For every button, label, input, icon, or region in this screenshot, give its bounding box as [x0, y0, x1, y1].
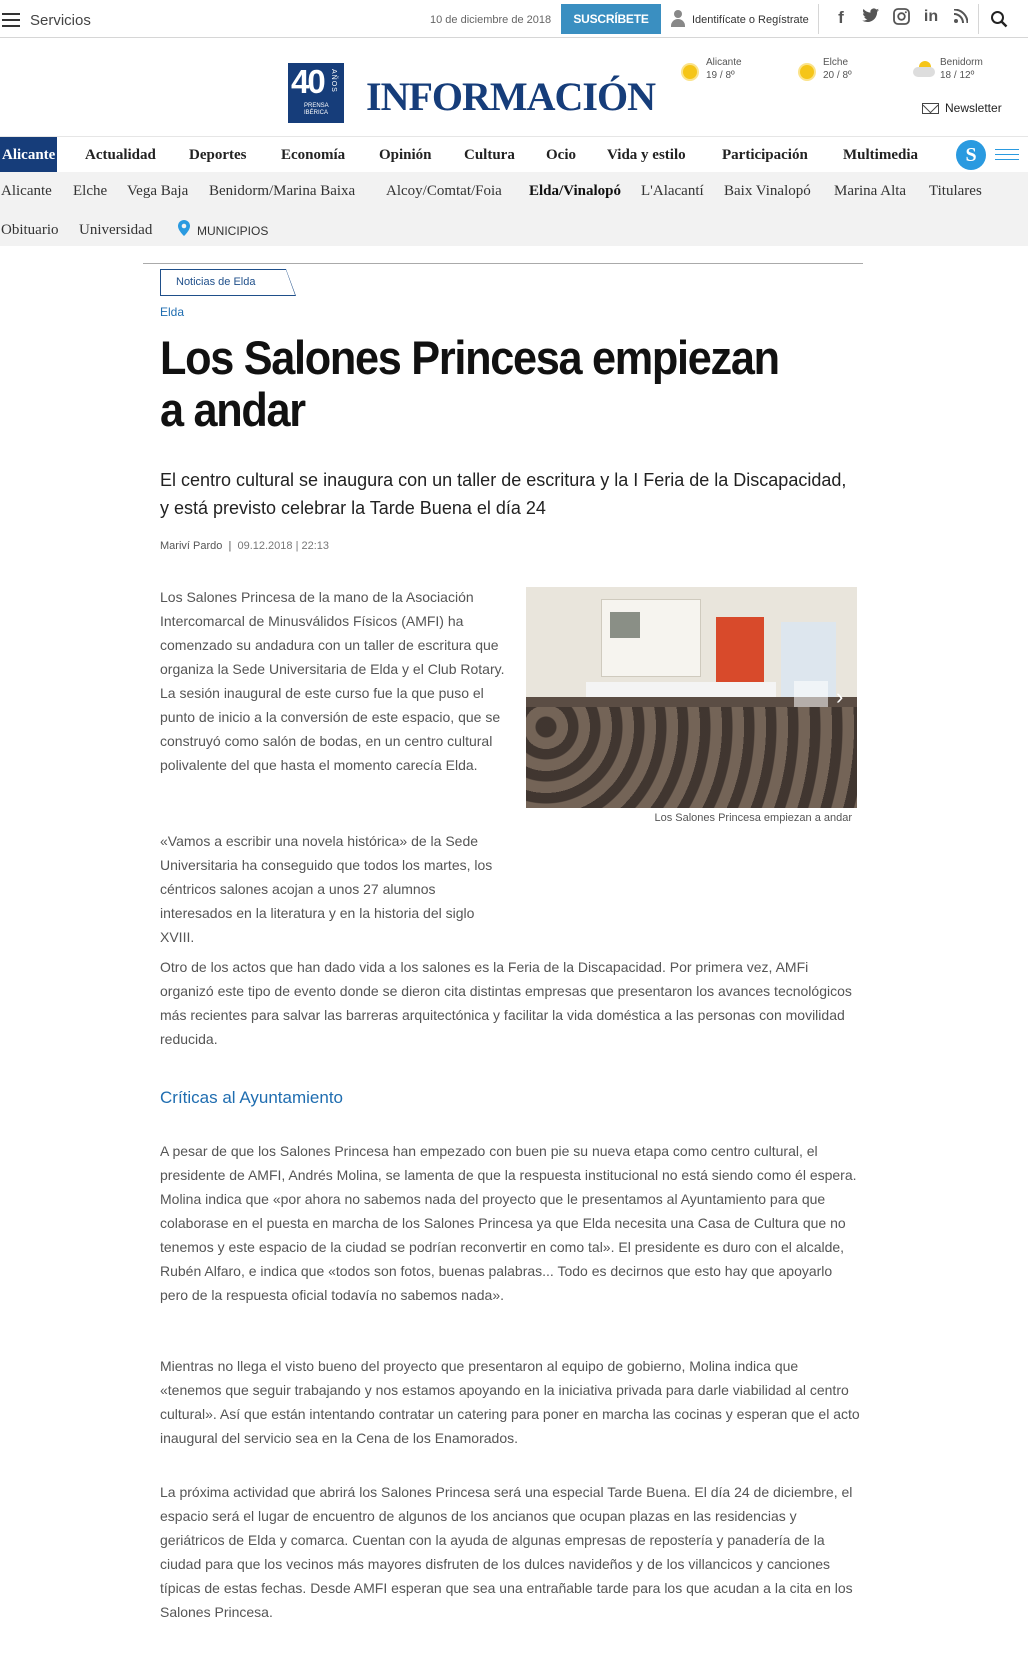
linkedin-icon[interactable]: in [923, 8, 939, 25]
author-name[interactable]: Mariví Pardo [160, 540, 223, 552]
gallery-icon[interactable] [794, 681, 828, 707]
twitter-icon[interactable] [860, 8, 882, 30]
subnav-item-elche[interactable]: Elche [73, 183, 108, 199]
article-subtitle: Críticas al Ayuntamiento [160, 1088, 343, 1107]
weather-temp: 18 / 12º [940, 70, 975, 81]
nav-item-actualidad[interactable]: Actualidad [85, 147, 156, 163]
subnav-item-alcoy[interactable]: Alcoy/Comtat/Foia [386, 183, 502, 199]
instagram-icon[interactable] [890, 8, 912, 30]
user-icon[interactable] [671, 10, 685, 28]
envelope-icon[interactable] [922, 103, 939, 114]
article-paragraph: «Vamos a escribir una novela histórica» de la Sede Universitaria ha conseguido que todos los martes, los céntricos salones acojan a unos 27 alumnos interesados en la literatura y en la historia del siglo XVIII. [160, 833, 493, 945]
byline-separator: | [225, 540, 235, 552]
subnav-item-benidorm[interactable]: Benidorm/Marina Baixa [209, 183, 356, 199]
subnav-item-baix-vinalopo[interactable]: Baix Vinalopó [724, 183, 811, 199]
article-photo[interactable] [526, 587, 857, 808]
article-kicker[interactable]: Elda [160, 305, 185, 319]
main-nav [0, 136, 1028, 172]
hamburger-menu-icon[interactable] [2, 13, 20, 27]
location-pin-icon[interactable] [178, 220, 190, 236]
nav-item-deportes[interactable]: Deportes [189, 147, 247, 163]
facebook-icon[interactable]: f [838, 8, 844, 27]
s-badge-button[interactable]: S [956, 140, 986, 170]
weather-temp: 19 / 8º [706, 70, 735, 81]
nav-item-participacion[interactable]: Participación [722, 147, 808, 163]
login-link[interactable]: Identifícate o Regístrate [692, 14, 809, 26]
divider [143, 263, 863, 264]
site-title[interactable]: INFORMACIÓN [366, 74, 655, 119]
rss-icon[interactable] [950, 8, 972, 30]
weather-city: Benidorm [940, 57, 983, 68]
section-tab[interactable] [160, 269, 286, 296]
article-paragraph: La próxima actividad que abrirá los Salones Princesa será una especial Tarde Buena. El día 24 de diciembre, el espacio será el lugar de encuentro de algunos de los ancianos que ocupan plazas en las residencias y geriátricos de Elda y comarca. Cuentan con la ayuda de algunas empresas de repostería y panadería de la ciudad para que los vecinos más mayores disfruten de los dulces navideños y de los villancicos y canciones típicas de estas fechas. Desde AMFI esperan que sea una entrañable tarde para los que acudan a la cita en los Salones Princesa. [160, 1484, 853, 1620]
nav-item-ocio[interactable]: Ocio [546, 147, 576, 163]
logo-number: 40 [291, 63, 324, 100]
subnav-item-obituario[interactable]: Obituario [1, 222, 59, 238]
subnav-item-alicante[interactable]: Alicante [1, 183, 52, 199]
article-paragraph: A pesar de que los Salones Princesa han empezado con buen pie su nueva etapa como centro cultural, el presidente de AMFI, Andrés Molina, se lamenta de que la respuesta institucional no está siendo como él espera. Molina indica que «por ahora no sabemos nada del proyecto que le presentamos al Ayuntamiento para que colaborase en el puesta en marcha de los Salones Princesa ya que Elda necesita una Casa de Cultura que no tenemos y este espacio de la ciudad se podrían reconvertir en como tal». El presidente es duro con el alcalde, Rubén Alfaro, e indica que «todos son fotos, buenas palabras... Todo es decirnos que esto hay que apoyarlo pero de la respuesta oficial todavía no sabemos nada». [160, 1143, 857, 1303]
nav-item-multimedia[interactable]: Multimedia [843, 147, 918, 163]
anniversary-logo[interactable] [288, 63, 344, 123]
article-paragraph: Otro de los actos que han dado vida a los salones es la Feria de la Discapacidad. Por primera vez, AMFi organizó este tipo de evento donde se dieron cita distintas empresas que presentaron los avances tecnológicos más recientes para salvar las barreras arquitectónica y facilitar la vida doméstica a las personas con movilidad reducida. [160, 959, 852, 1047]
site-header [0, 39, 1028, 131]
subnav-item-vega-baja[interactable]: Vega Baja [127, 183, 189, 199]
chevron-right-icon[interactable]: › [836, 684, 844, 709]
publish-datetime: 09.12.2018 | 22:13 [237, 540, 330, 552]
subscribe-button[interactable]: SUSCRÍBETE [561, 4, 661, 34]
weather-temp: 20 / 8º [823, 70, 852, 81]
divider [818, 4, 819, 34]
nav-item-cultura[interactable]: Cultura [464, 147, 515, 163]
section-tab-label: Noticias de Elda [176, 276, 256, 288]
article-byline [160, 540, 329, 552]
current-date: 10 de diciembre de 2018 [430, 14, 552, 26]
article-subheadline: El centro cultural se inaugura con un taller de escritura y la I Feria de la Discapacidad, y está previsto celebrar la Tarde Buena el día 24 [160, 470, 847, 518]
photo-caption: Los Salones Princesa empiezan a andar [654, 812, 852, 824]
nav-item-opinion[interactable]: Opinión [379, 147, 432, 163]
divider [978, 4, 979, 34]
article-paragraph: Mientras no llega el visto bueno del proyecto que presentaron al equipo de gobierno, Molina indica que «tenemos que seguir trabajando y nos estamos apoyando en la iniciativa privada para darle viabilidad al centro cultural». Así que están intentando contratar un catering para poner en marcha las cocinas y esperan que el acto inaugural del servicio sea en la Cena de los Enamorados. [160, 1358, 860, 1446]
logo-group: PRENSA IBÉRICA [304, 103, 329, 116]
article-paragraph: Los Salones Princesa de la mano de la Asociación Intercomarcal de Minusválidos Físicos (AMFI) ha comenzado su andadura con un taller de escritura que organiza la Sede Universitaria de Elda y el Club Rotary. La sesión inaugural de este curso fue la que puso el punto de inicio a la conversión de este espacio, que se construyó como salón de bodas, en un centro cultural polivalente del que hasta el momento carecía Elda. [160, 589, 505, 773]
weather-city: Alicante [706, 57, 742, 68]
top-bar [0, 0, 1028, 38]
more-menu-icon[interactable] [995, 149, 1019, 162]
sun-icon [683, 65, 697, 79]
weather-city: Elche [823, 57, 849, 68]
services-link[interactable]: Servicios [30, 12, 91, 29]
subnav-item-universidad[interactable]: Universidad [79, 222, 153, 238]
subnav-item-marina-alta[interactable]: Marina Alta [834, 183, 907, 199]
nav-item-alicante[interactable]: Alicante [0, 137, 57, 173]
nav-item-economia[interactable]: Economía [281, 147, 346, 163]
municipios-link[interactable]: MUNICIPIOS [197, 224, 269, 238]
nav-item-vida-estilo[interactable]: Vida y estilo [607, 147, 686, 163]
newsletter-link[interactable]: Newsletter [945, 101, 1002, 115]
subnav-item-titulares[interactable]: Titulares [929, 183, 982, 199]
article-headline: Los Salones Princesa empiezan a andar [160, 331, 779, 436]
search-icon[interactable] [990, 10, 1008, 28]
subnav-item-elda[interactable]: Elda/Vinalopó [529, 183, 621, 199]
sun-icon [800, 65, 814, 79]
subnav-item-alacanti[interactable]: L'Alacantí [641, 183, 704, 199]
logo-years: AÑOS [330, 69, 337, 93]
